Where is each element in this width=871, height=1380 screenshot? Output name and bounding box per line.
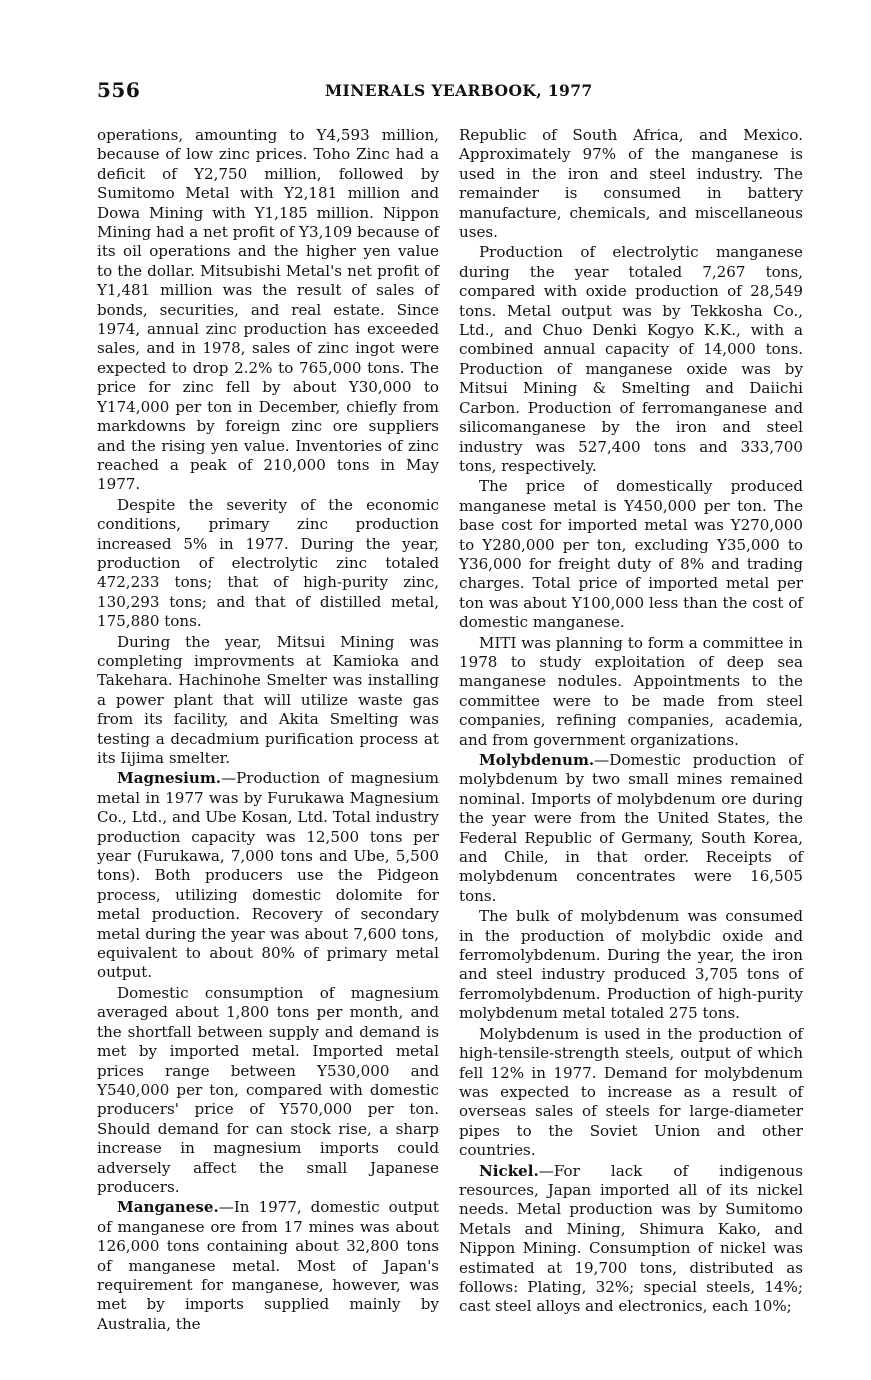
paragraph: MITI was planning to form a committee in 1978 to study exploitation of deep sea manganese nodules. Appointments to the committee were to be made from steel companies, refining companies, academia, and from government organizations. [459,633,803,749]
paragraph: operations, amounting to Y4,593 million, because of low zinc prices. Toho Zinc had a deficit of Y2,750 million, followed by Sumitomo Metal with Y2,181 million and Dowa Mining with Y1,185 million. Nippon Mining had a net profit of Y3,109 because of its oil operations and the higher yen value to the dollar. Mitsubishi Metal's net profit of Y1,481 million was the result of sales of bonds, securities, and real estate. Since 1974, annual zinc production has exceeded sales, and in 1978, sales of zinc ingot were expected to drop 2.2% to 765,000 tons. The price for zinc fell by about Y30,000 to Y174,000 per ton in December, chiefly from markdowns by foreign zinc ore suppliers and the rising yen value. Inventories of zinc reached a peak of 210,000 tons in May 1977. [97,126,439,494]
right-column [459,126,803,1317]
section-paragraph-molybdenum [459,751,803,906]
paragraph: Despite the severity of the economic conditions, primary zinc production increased 5% in 1977. During the year, production of electrolytic zinc totaled 472,233 tons; that of high-purity zinc, 130,293 tons; and that of distilled metal, 175,880 tons. [97,495,439,631]
paragraph: Republic of South Africa, and Mexico. Approximately 97% of the manganese is used in the iron and steel industry. The remainder is consumed in battery manufacture, chemicals, and miscellaneous uses. [459,126,803,242]
paragraph-body: —Production of magnesium metal in 1977 was by Furukawa Magnesium Co., Ltd., and Ube Kosan, Ltd. Total industry production capacity was 12,500 tons per year (Furukawa, 7,000 tons and Ube, 5,500 tons). Both producers use the Pidgeon process, utilizing domestic dolomite for metal production. Recovery of secondary metal during the year was about 7,600 tons, equivalent to about 80% of primary metal output. [97,769,439,982]
section-heading-nickel: Nickel. [479,1161,539,1180]
section-heading-magnesium: Magnesium. [117,769,222,788]
paragraph: The price of domestically produced manganese metal is Y450,000 per ton. The base cost for imported metal was Y270,000 to Y280,000 per ton, excluding Y35,000 to Y36,000 for freight duty of 8% and trading charges. Total price of imported metal per ton was about Y100,000 less than the cost of domestic manganese. [459,477,803,632]
paragraph-body: —For lack of indigenous resources, Japan imported all of its nickel needs. Metal production was by Sumitomo Metals and Mining, Shimura Kako, and Nippon Mining. Consumption of nickel was estimated at 19,700 tons, distributed as follows: Plating, 32%; special steels, 14%; cast steel alloys and electronics, each 10%; [459,1161,803,1316]
paragraph-body: —In 1977, domestic output of manganese ore from 17 mines was about 126,000 tons containing about 32,800 tons of manganese metal. Most of Japan's requirement for manganese, however, was met by imports supplied mainly by Australia, the [97,1198,439,1333]
section-heading-manganese: Manganese. [117,1198,219,1217]
section-paragraph-magnesium [97,769,439,982]
paragraph: Domestic consumption of magnesium averaged about 1,800 tons per month, and the shortfall between supply and demand is met by imported metal. Imported metal prices range between Y530,000 and Y540,000 per ton, compared with domestic producers' price of Y570,000 per ton. Should demand for can stock rise, a sharp increase in magnesium imports could adversely affect the small Japanese producers. [97,983,439,1196]
left-column [97,126,439,1334]
paragraph: Production of electrolytic manganese during the year totaled 7,267 tons, compared with oxide production of 28,549 tons. Metal output was by Tekkosha Co., Ltd., and Chuo Denki Kogyo K.K., with a combined annual capacity of 14,000 tons. Production of manganese oxide was by Mitsui Mining & Smelting and Daiichi Carbon. Production of ferromanganese and silicomanganese by the iron and steel industry was 527,400 tons and 333,700 tons, respectively. [459,243,803,475]
running-title: MINERALS YEARBOOK, 1977 [325,81,593,100]
paragraph: During the year, Mitsui Mining was completing improvments at Kamioka and Takehara. Hachinohe Smelter was installing a power plant that will utilize waste gas from its facility, and Akita Smelting was testing a decadmium purification process at its Iijima smelter. [97,632,439,767]
section-paragraph-manganese [97,1198,439,1334]
section-paragraph-nickel [459,1162,803,1317]
page-number: 556 [97,78,141,102]
page-header [97,78,757,102]
paragraph: The bulk of molybdenum was consumed in the production of molybdic oxide and ferromolybdenum. During the year, the iron and steel industry produced 3,705 tons of ferromolybdenum. Production of high-purity molybdenum metal totaled 275 tons. [459,907,803,1023]
section-heading-molybdenum: Molybdenum. [479,751,595,769]
paragraph: Molybdenum is used in the production of high-tensile-strength steels, output of which fell 12% in 1977. Demand for molybdenum was expected to increase as a result of overseas sales of steels for large-diameter pipes to the Soviet Union and other countries. [459,1024,803,1160]
paragraph-body: —Domestic production of molybdenum by two small mines remained nominal. Imports of molybdenum ore during the year were from the United States, the Federal Republic of Germany, South Korea, and Chile, in that order. Receipts of molybdenum concentrates were 16,505 tons. [459,751,803,905]
